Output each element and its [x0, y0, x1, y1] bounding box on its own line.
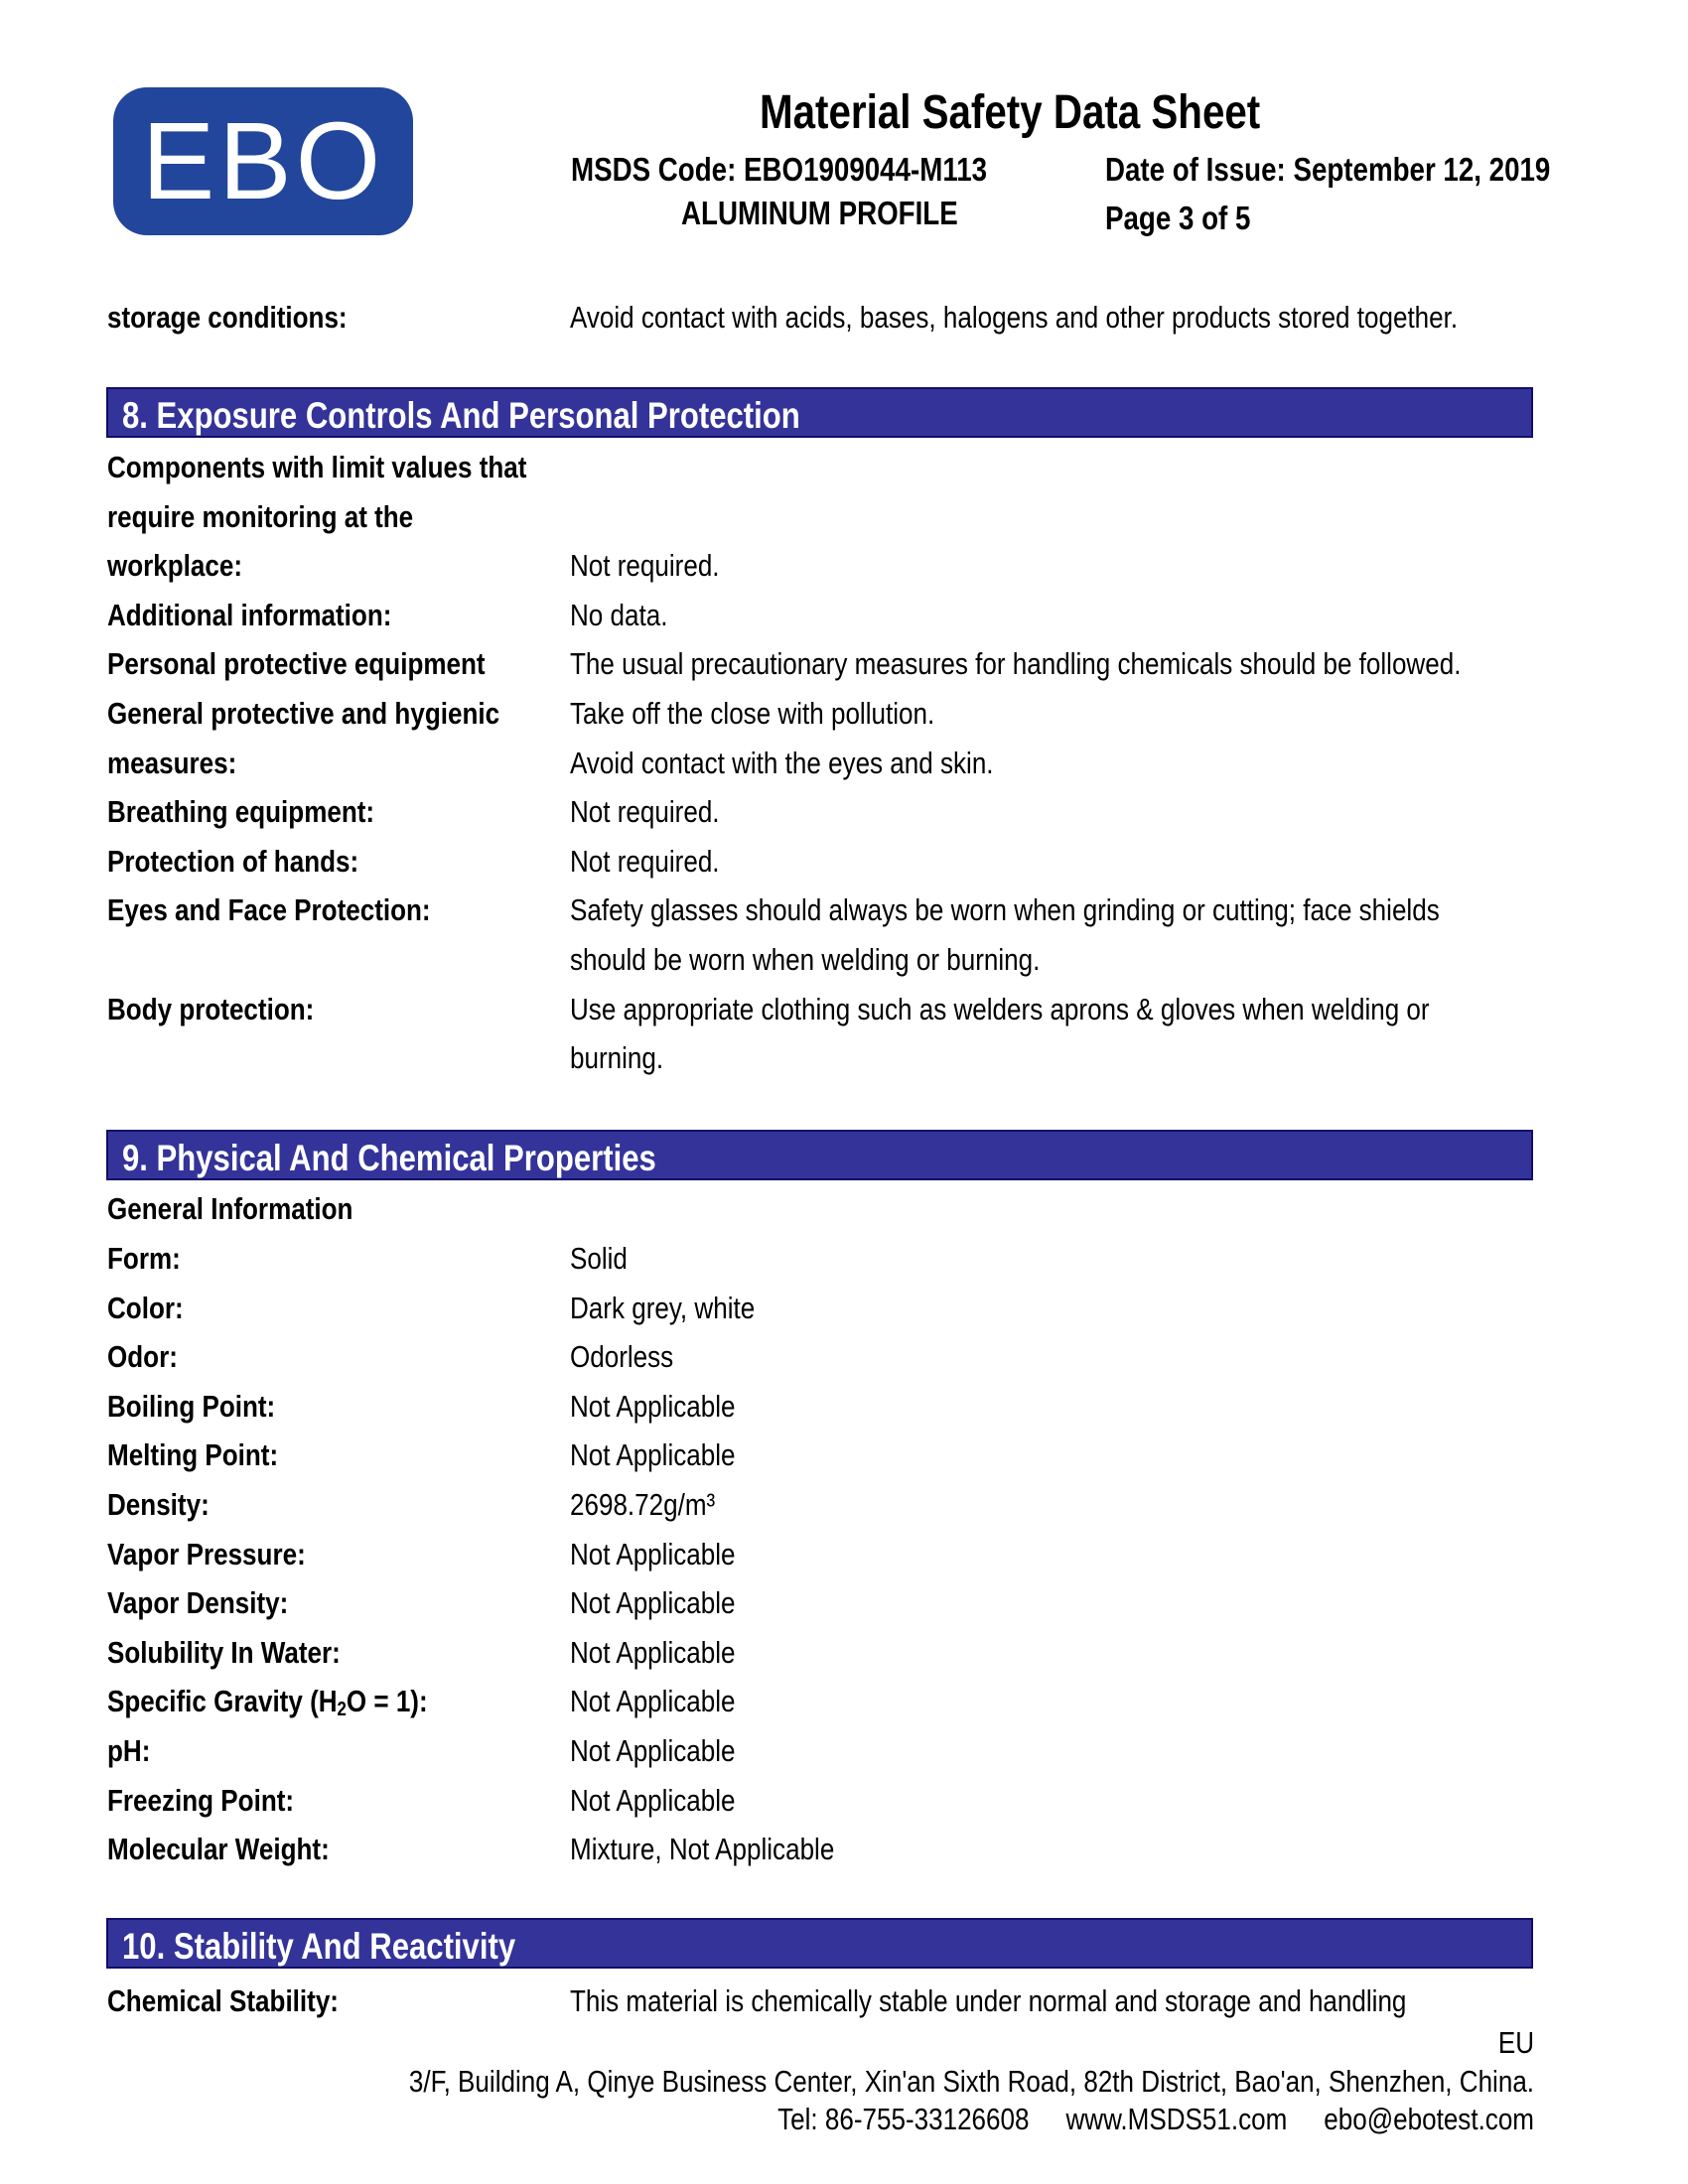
row-value: Dark grey, white: [570, 1290, 756, 1325]
section-10-title: 10. Stability And Reactivity: [122, 1926, 516, 1967]
row-value: Not Applicable: [570, 1437, 736, 1473]
row-label: Boiling Point:: [107, 1388, 276, 1424]
footer-address: 3/F, Building A, Qinye Business Center, Xin'an Sixth Road, 82th District, Bao'an, Shenzhen, China.: [408, 2064, 1534, 2099]
row-value: 2698.72g/m³: [570, 1487, 716, 1522]
row-value: The usual precautionary measures for handling chemicals should be followed.: [570, 646, 1462, 682]
chemical-stability-value: This material is chemically stable under normal and storage and handling: [570, 1983, 1407, 2018]
row-value: Not Applicable: [570, 1634, 736, 1670]
row-value: should be worn when welding or burning.: [570, 942, 1041, 977]
msds-code: MSDS Code: EBO1909044-M113: [571, 151, 988, 188]
row-label: measures:: [107, 745, 237, 780]
row-label: Components with limit values that: [107, 450, 527, 484]
row-label: workplace:: [107, 548, 243, 584]
row-value: Not Applicable: [570, 1585, 736, 1621]
storage-value: Avoid contact with acids, bases, halogens and other products stored together.: [570, 300, 1459, 335]
row-label: Additional information:: [107, 597, 392, 632]
row-value: burning.: [570, 1040, 664, 1076]
row-label: require monitoring at the: [107, 498, 414, 534]
document-title: Material Safety Data Sheet: [759, 86, 1261, 139]
row-label: Color:: [107, 1290, 184, 1325]
storage-label: storage conditions:: [107, 300, 348, 335]
row-value: Not Applicable: [570, 1782, 736, 1818]
row-value: Not Applicable: [570, 1684, 736, 1719]
row-value: Safety glasses should always be worn when grinding or cutting; face shields: [570, 892, 1440, 928]
row-value: Not Applicable: [570, 1388, 736, 1424]
row-label: Vapor Density:: [107, 1585, 289, 1621]
row-label: Vapor Pressure:: [107, 1536, 306, 1571]
footer-region: EU: [1497, 2025, 1534, 2060]
row-label: Breathing equipment:: [107, 794, 375, 830]
row-label: Solubility In Water:: [107, 1634, 341, 1670]
general-information-heading: General Information: [107, 1191, 353, 1226]
product-name: ALUMINUM PROFILE: [681, 195, 958, 231]
page-number: Page 3 of 5: [1105, 200, 1251, 236]
row-value: Use appropriate clothing such as welders aprons & gloves when welding or: [570, 991, 1430, 1026]
row-value: Not required.: [570, 843, 720, 879]
footer-website[interactable]: www.MSDS51.com: [1065, 2102, 1288, 2136]
row-label: Eyes and Face Protection:: [107, 892, 431, 928]
row-value: Avoid contact with the eyes and skin.: [570, 745, 994, 780]
section-10-header: [106, 1918, 1533, 1969]
date-of-issue: Date of Issue: September 12, 2019: [1105, 151, 1551, 188]
row-label: Specific Gravity $(H_2O = 1)$:: [107, 1684, 428, 1721]
row-value: Solid: [570, 1241, 628, 1276]
row-label: Form:: [107, 1241, 181, 1276]
row-value: No data.: [570, 597, 668, 632]
section-9-title: 9. Physical And Chemical Properties: [122, 1138, 656, 1178]
row-value: Not Applicable: [570, 1536, 736, 1571]
row-label: Freezing Point:: [107, 1782, 295, 1818]
row-value: Odorless: [570, 1339, 674, 1375]
row-label: Personal protective equipment: [107, 646, 486, 682]
footer-tel: Tel: 86-755-33126608: [777, 2102, 1030, 2136]
row-label: Molecular Weight:: [107, 1832, 330, 1867]
row-value: Not Applicable: [570, 1733, 736, 1768]
chemical-stability-label: Chemical Stability:: [107, 1983, 339, 2018]
row-value: Take off the close with pollution.: [570, 696, 935, 731]
section-8-header: [106, 387, 1533, 438]
row-value: Not required.: [570, 548, 720, 584]
row-label: Melting Point:: [107, 1437, 279, 1473]
row-label: pH:: [107, 1733, 151, 1768]
section-9-header: [106, 1130, 1533, 1180]
footer-email[interactable]: ebo@ebotest.com: [1324, 2102, 1534, 2136]
footer-contact: [633, 2102, 1534, 2137]
logo-text: EBO: [141, 100, 385, 222]
row-label: Density:: [107, 1487, 210, 1522]
row-label: Body protection:: [107, 991, 315, 1026]
row-label: Odor:: [107, 1339, 178, 1375]
row-label: General protective and hygienic: [107, 696, 500, 731]
row-value: Mixture, Not Applicable: [570, 1832, 835, 1867]
row-value: Not required.: [570, 794, 720, 830]
section-8-title: 8. Exposure Controls And Personal Protection: [122, 395, 800, 436]
row-label: Protection of hands:: [107, 843, 359, 879]
